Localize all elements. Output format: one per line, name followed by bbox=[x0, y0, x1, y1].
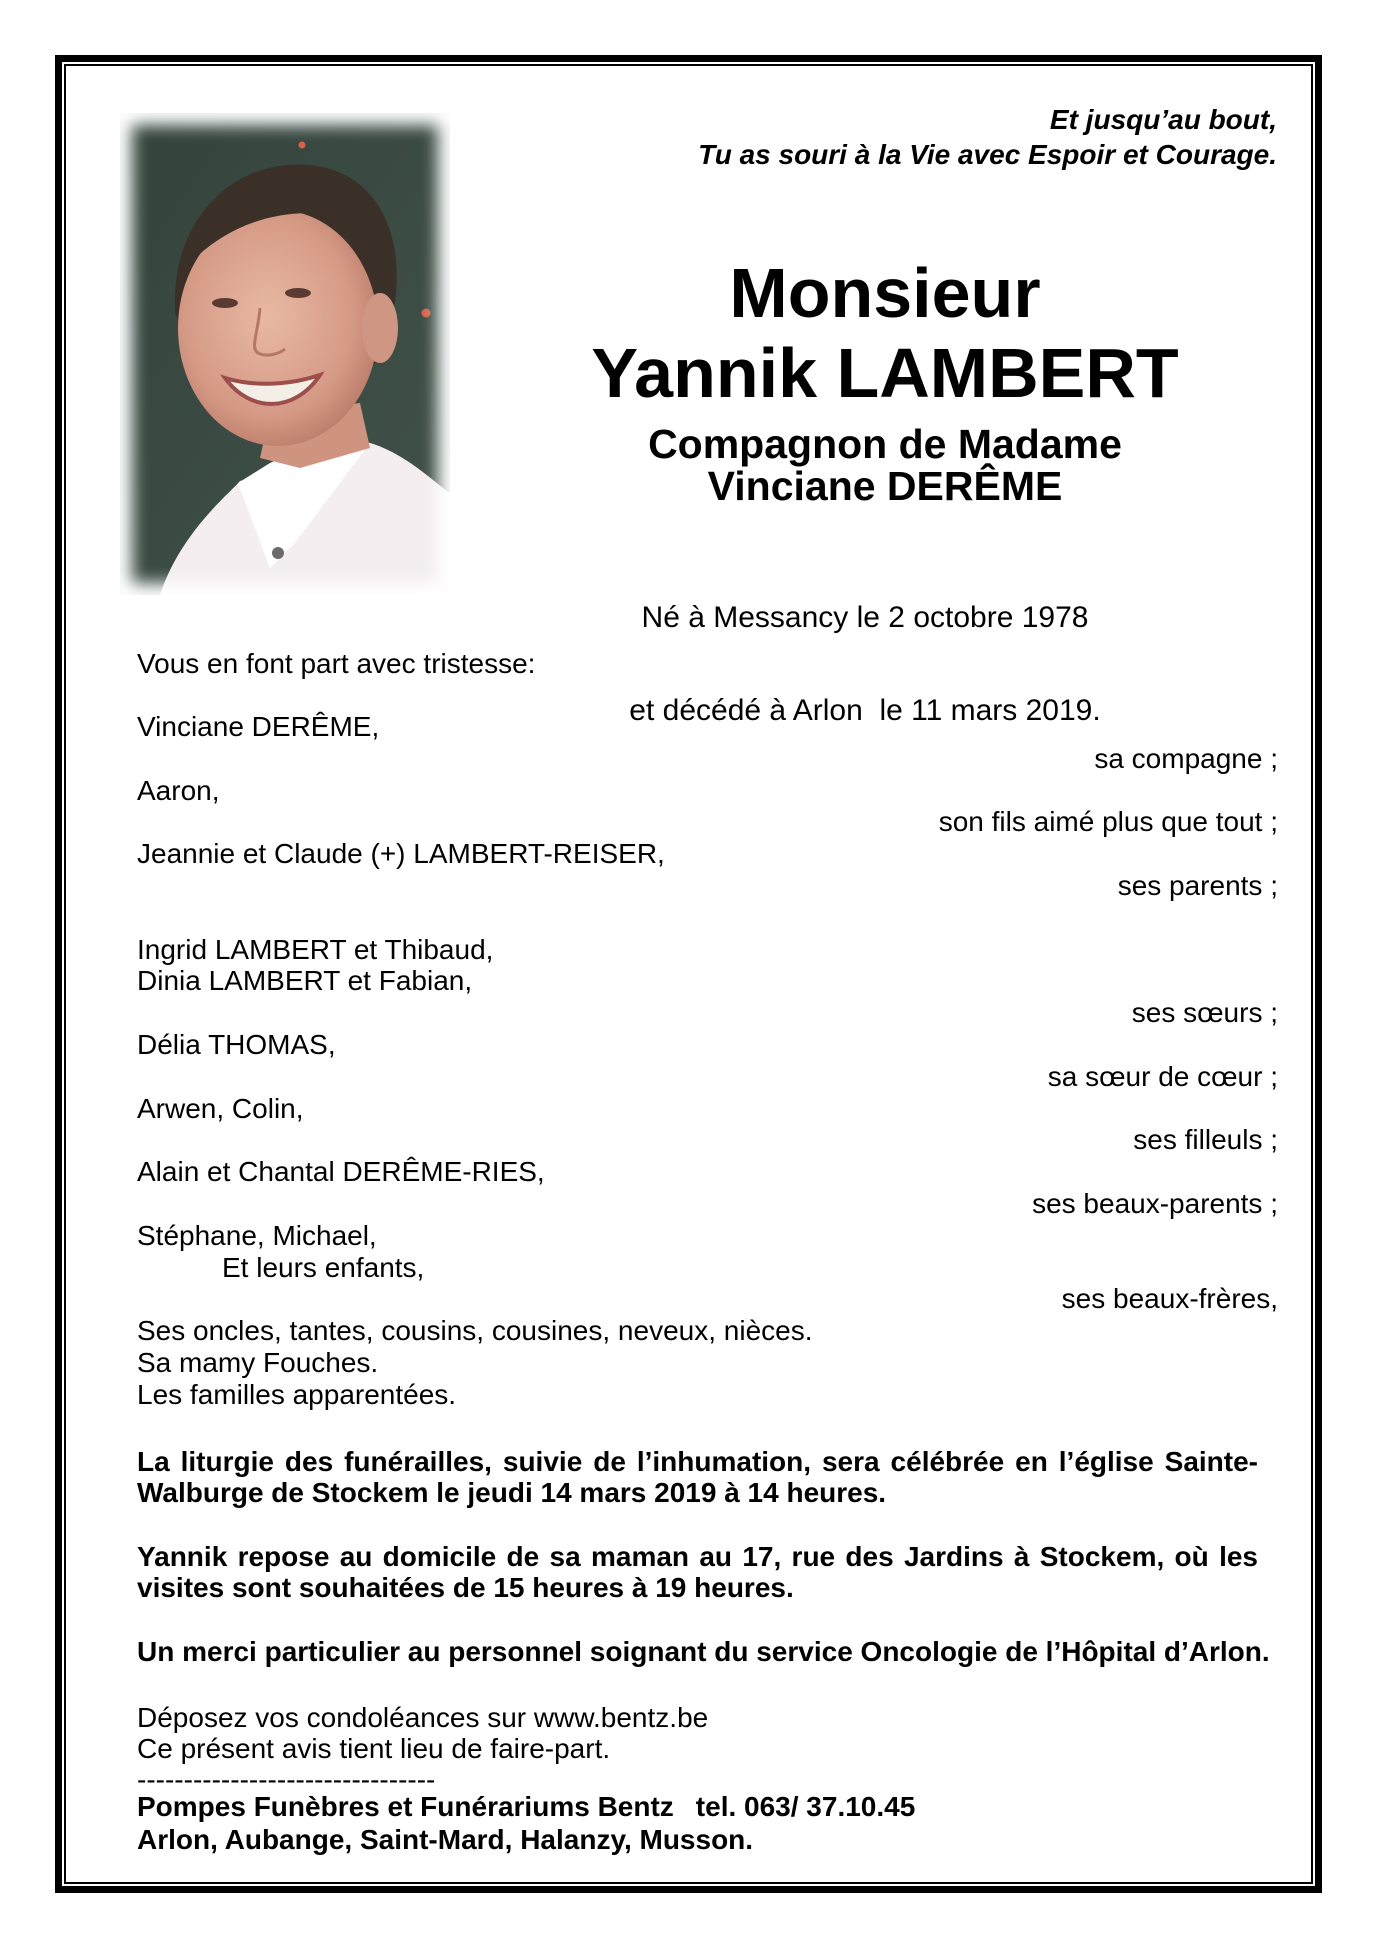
thanks-note bbox=[137, 1636, 1270, 1668]
family-name: Et leurs enfants, bbox=[222, 1251, 425, 1283]
family-name: Stéphane, Michael, bbox=[137, 1219, 377, 1251]
family-name: Ingrid LAMBERT et Thibaud, bbox=[137, 933, 494, 965]
portrait-photo bbox=[120, 113, 450, 595]
other-relatives: Sa mamy Fouches. bbox=[137, 1347, 379, 1379]
epigraph-line: Tu as souri à la Vie avec Espoir et Courage. bbox=[698, 139, 1277, 170]
notice-line: Ce présent avis tient lieu de faire-part. bbox=[137, 1733, 611, 1764]
spacer bbox=[137, 902, 1278, 934]
funeral-home-phone: tel. 063/ 37.10.45 bbox=[695, 1791, 916, 1822]
deceased-title bbox=[500, 253, 1270, 413]
condolences-block bbox=[137, 1702, 708, 1795]
family-name: Vinciane DERÊME, bbox=[137, 711, 380, 743]
other-relatives: Ses oncles, tantes, cousins, cousines, neveux, nièces. bbox=[137, 1315, 813, 1347]
visit-line: Yannik repose au domicile de sa maman au 17, rue des Jardins à Stockem, où les bbox=[137, 1541, 1258, 1572]
family-relation: ses beaux-frères, bbox=[1061, 1283, 1278, 1315]
visit-line: visites sont souhaitées de 15 heures à 19 heures. bbox=[137, 1571, 794, 1603]
family-relation: sa compagne ; bbox=[1094, 742, 1278, 774]
epigraph-line: Et jusqu’au bout, bbox=[1049, 104, 1277, 135]
visitation-details bbox=[137, 1542, 1258, 1603]
announcement-intro: Vous en font part avec tristesse: bbox=[137, 647, 536, 679]
separator-line: -------------------------------- bbox=[137, 1764, 436, 1795]
relation-line: Compagnon de Madame bbox=[648, 421, 1122, 467]
death-line: et décédé à Arlon le 11 mars 2019. bbox=[629, 694, 1101, 727]
family-relation: sa sœur de cœur ; bbox=[1047, 1060, 1278, 1092]
family-relation: son fils aimé plus que tout ; bbox=[938, 806, 1278, 838]
family-list bbox=[137, 648, 1278, 1411]
funeral-home-line bbox=[137, 1790, 915, 1823]
epigraph bbox=[540, 102, 1277, 172]
relation-line: Vinciane DERÊME bbox=[707, 463, 1063, 509]
thanks-line: Un merci particulier au personnel soignant du service Oncologie de l’Hôpital d’Arlon. bbox=[137, 1636, 1270, 1667]
family-name: Délia THOMAS, bbox=[137, 1029, 336, 1061]
honorific: Monsieur bbox=[729, 254, 1041, 332]
portrait-icon bbox=[120, 113, 450, 595]
funeral-line: La liturgie des funérailles, suivie de l’inhumation, sera célébrée en l’église Sainte- bbox=[137, 1446, 1258, 1477]
deceased-name: Yannik LAMBERT bbox=[591, 334, 1179, 412]
family-name: Arwen, Colin, bbox=[137, 1092, 304, 1124]
condolences-line: Déposez vos condoléances sur www.bentz.be bbox=[137, 1702, 709, 1733]
funeral-home-name: Pompes Funèbres et Funérariums Bentz bbox=[137, 1791, 674, 1822]
family-name: Aaron, bbox=[137, 774, 220, 806]
family-relation: ses parents ; bbox=[1117, 870, 1278, 902]
family-name: Alain et Chantal DERÊME-RIES, bbox=[137, 1156, 545, 1188]
family-relation: ses beaux-parents ; bbox=[1032, 1188, 1278, 1220]
family-relation: ses filleuls ; bbox=[1133, 1124, 1278, 1156]
funeral-home-locations: Arlon, Aubange, Saint-Mard, Halanzy, Musson. bbox=[137, 1824, 754, 1855]
other-relatives: Les familles apparentées. bbox=[137, 1378, 457, 1410]
partner-relation bbox=[500, 423, 1270, 507]
spacer bbox=[137, 679, 1278, 711]
funeral-details bbox=[137, 1447, 1258, 1508]
funeral-home bbox=[137, 1790, 915, 1856]
family-relation: ses sœurs ; bbox=[1131, 997, 1278, 1029]
funeral-line: Walburge de Stockem le jeudi 14 mars 2019 à 14 heures. bbox=[137, 1476, 887, 1508]
family-name: Dinia LAMBERT et Fabian, bbox=[137, 965, 473, 997]
family-name: Jeannie et Claude (+) LAMBERT-REISER, bbox=[137, 838, 665, 870]
birth-line: Né à Messancy le 2 octobre 1978 bbox=[641, 601, 1089, 634]
